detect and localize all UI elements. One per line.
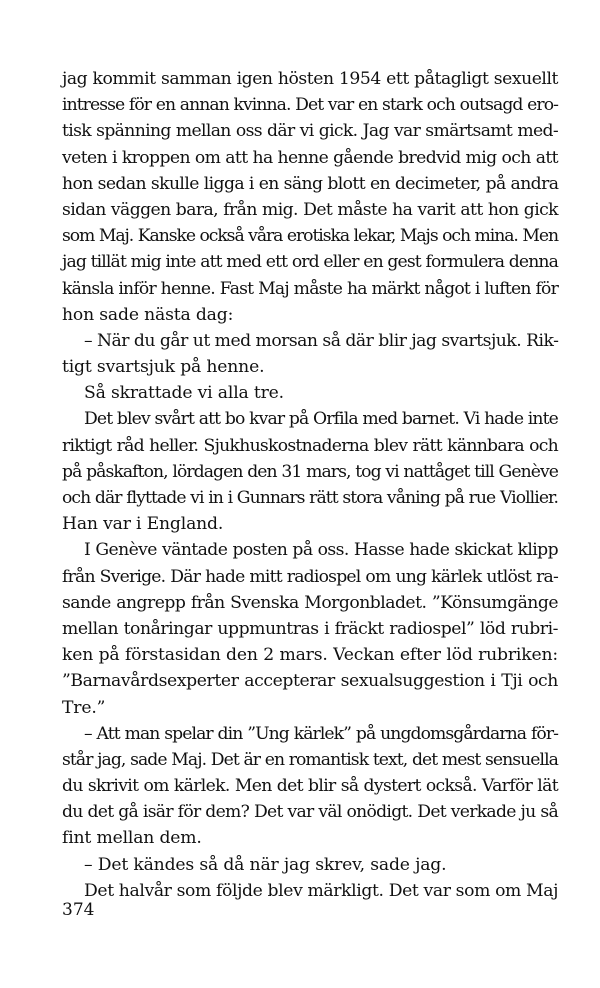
- text-line: som Maj. Kanske också våra erotiska lekar, Majs och mina. Men: [62, 226, 558, 247]
- text-line: tigt svartsjuk på henne.: [62, 357, 265, 378]
- text-line: känsla inför henne. Fast Maj måste ha märkt något i luften för: [62, 278, 558, 299]
- text-line: Det halvår som följde blev märkligt. Det var som om Maj: [84, 880, 559, 901]
- text-line: och där flyttade vi in i Gunnars rätt stora våning på rue Viollier.: [62, 488, 558, 508]
- text-line: mellan tonåringar uppmuntras i fräckt radiospel” löd rubri-: [62, 618, 558, 639]
- text-line: jag tillät mig inte att med ett ord eller en gest formulera denna: [62, 252, 558, 273]
- text-line: på påskafton, lördagen den 31 mars, tog vi nattåget till Genève: [62, 461, 558, 482]
- text-line: står jag, sade Maj. Det är en romantisk text, det mest sensuella: [62, 749, 558, 770]
- text-line: hon sedan skulle ligga i en säng blott en decimeter, på andra: [62, 173, 559, 194]
- text-line: – När du går ut med morsan så där blir jag svartsjuk. Rik-: [84, 330, 559, 351]
- text-line: Tre.”: [62, 697, 106, 718]
- text-line: du skrivit om kärlek. Men det blir så dystert också. Varför lät: [62, 776, 558, 797]
- text-line: riktigt råd heller. Sjukhuskostnaderna blev rätt kännbara och: [62, 435, 558, 456]
- text-line: fint mellan dem.: [62, 828, 202, 849]
- text-line: ”Barnavårdsexperter accepterar sexualsuggestion i Tji och: [62, 671, 558, 692]
- text-line: – Att man spelar din ”Ung kärlek” på ungdomsgårdarna för-: [84, 723, 558, 744]
- text-line: Det blev svårt att bo kvar på Orfila med barnet. Vi hade inte: [84, 409, 558, 430]
- page-number: 374: [62, 900, 95, 920]
- text-line: från Sverige. Där hade mitt radiospel om ung kärlek utlöst ra-: [62, 566, 558, 587]
- text-line: sande angrepp från Svenska Morgonbladet. ”Könsumgänge: [62, 592, 558, 613]
- text-line: jag kommit samman igen hösten 1954 ett påtagligt sexuellt: [62, 69, 558, 89]
- text-line: Han var i England.: [62, 514, 224, 535]
- text-line: veten i kroppen om att ha henne gående bredvid mig och att: [62, 147, 558, 168]
- text-line: – Det kändes så då när jag skrev, sade jag.: [84, 854, 447, 875]
- body-text: [62, 66, 558, 904]
- text-line: du det gå isär för dem? Det var väl onödigt. Det verkade ju så: [62, 802, 558, 823]
- text-line: sidan väggen bara, från mig. Det måste ha varit att hon gick: [62, 199, 558, 220]
- text-line: intresse för en annan kvinna. Det var en stark och outsagd ero-: [62, 95, 558, 116]
- text-line: tisk spänning mellan oss där vi gick. Jag var smärtsamt med-: [62, 121, 558, 142]
- text-line: ken på förstasidan den 2 mars. Veckan efter löd rubriken:: [62, 645, 558, 666]
- text-line: hon sade nästa dag:: [62, 304, 234, 325]
- text-line: Så skrattade vi alla tre.: [84, 383, 284, 404]
- text-line: I Genève väntade posten på oss. Hasse hade skickat klipp: [84, 540, 558, 561]
